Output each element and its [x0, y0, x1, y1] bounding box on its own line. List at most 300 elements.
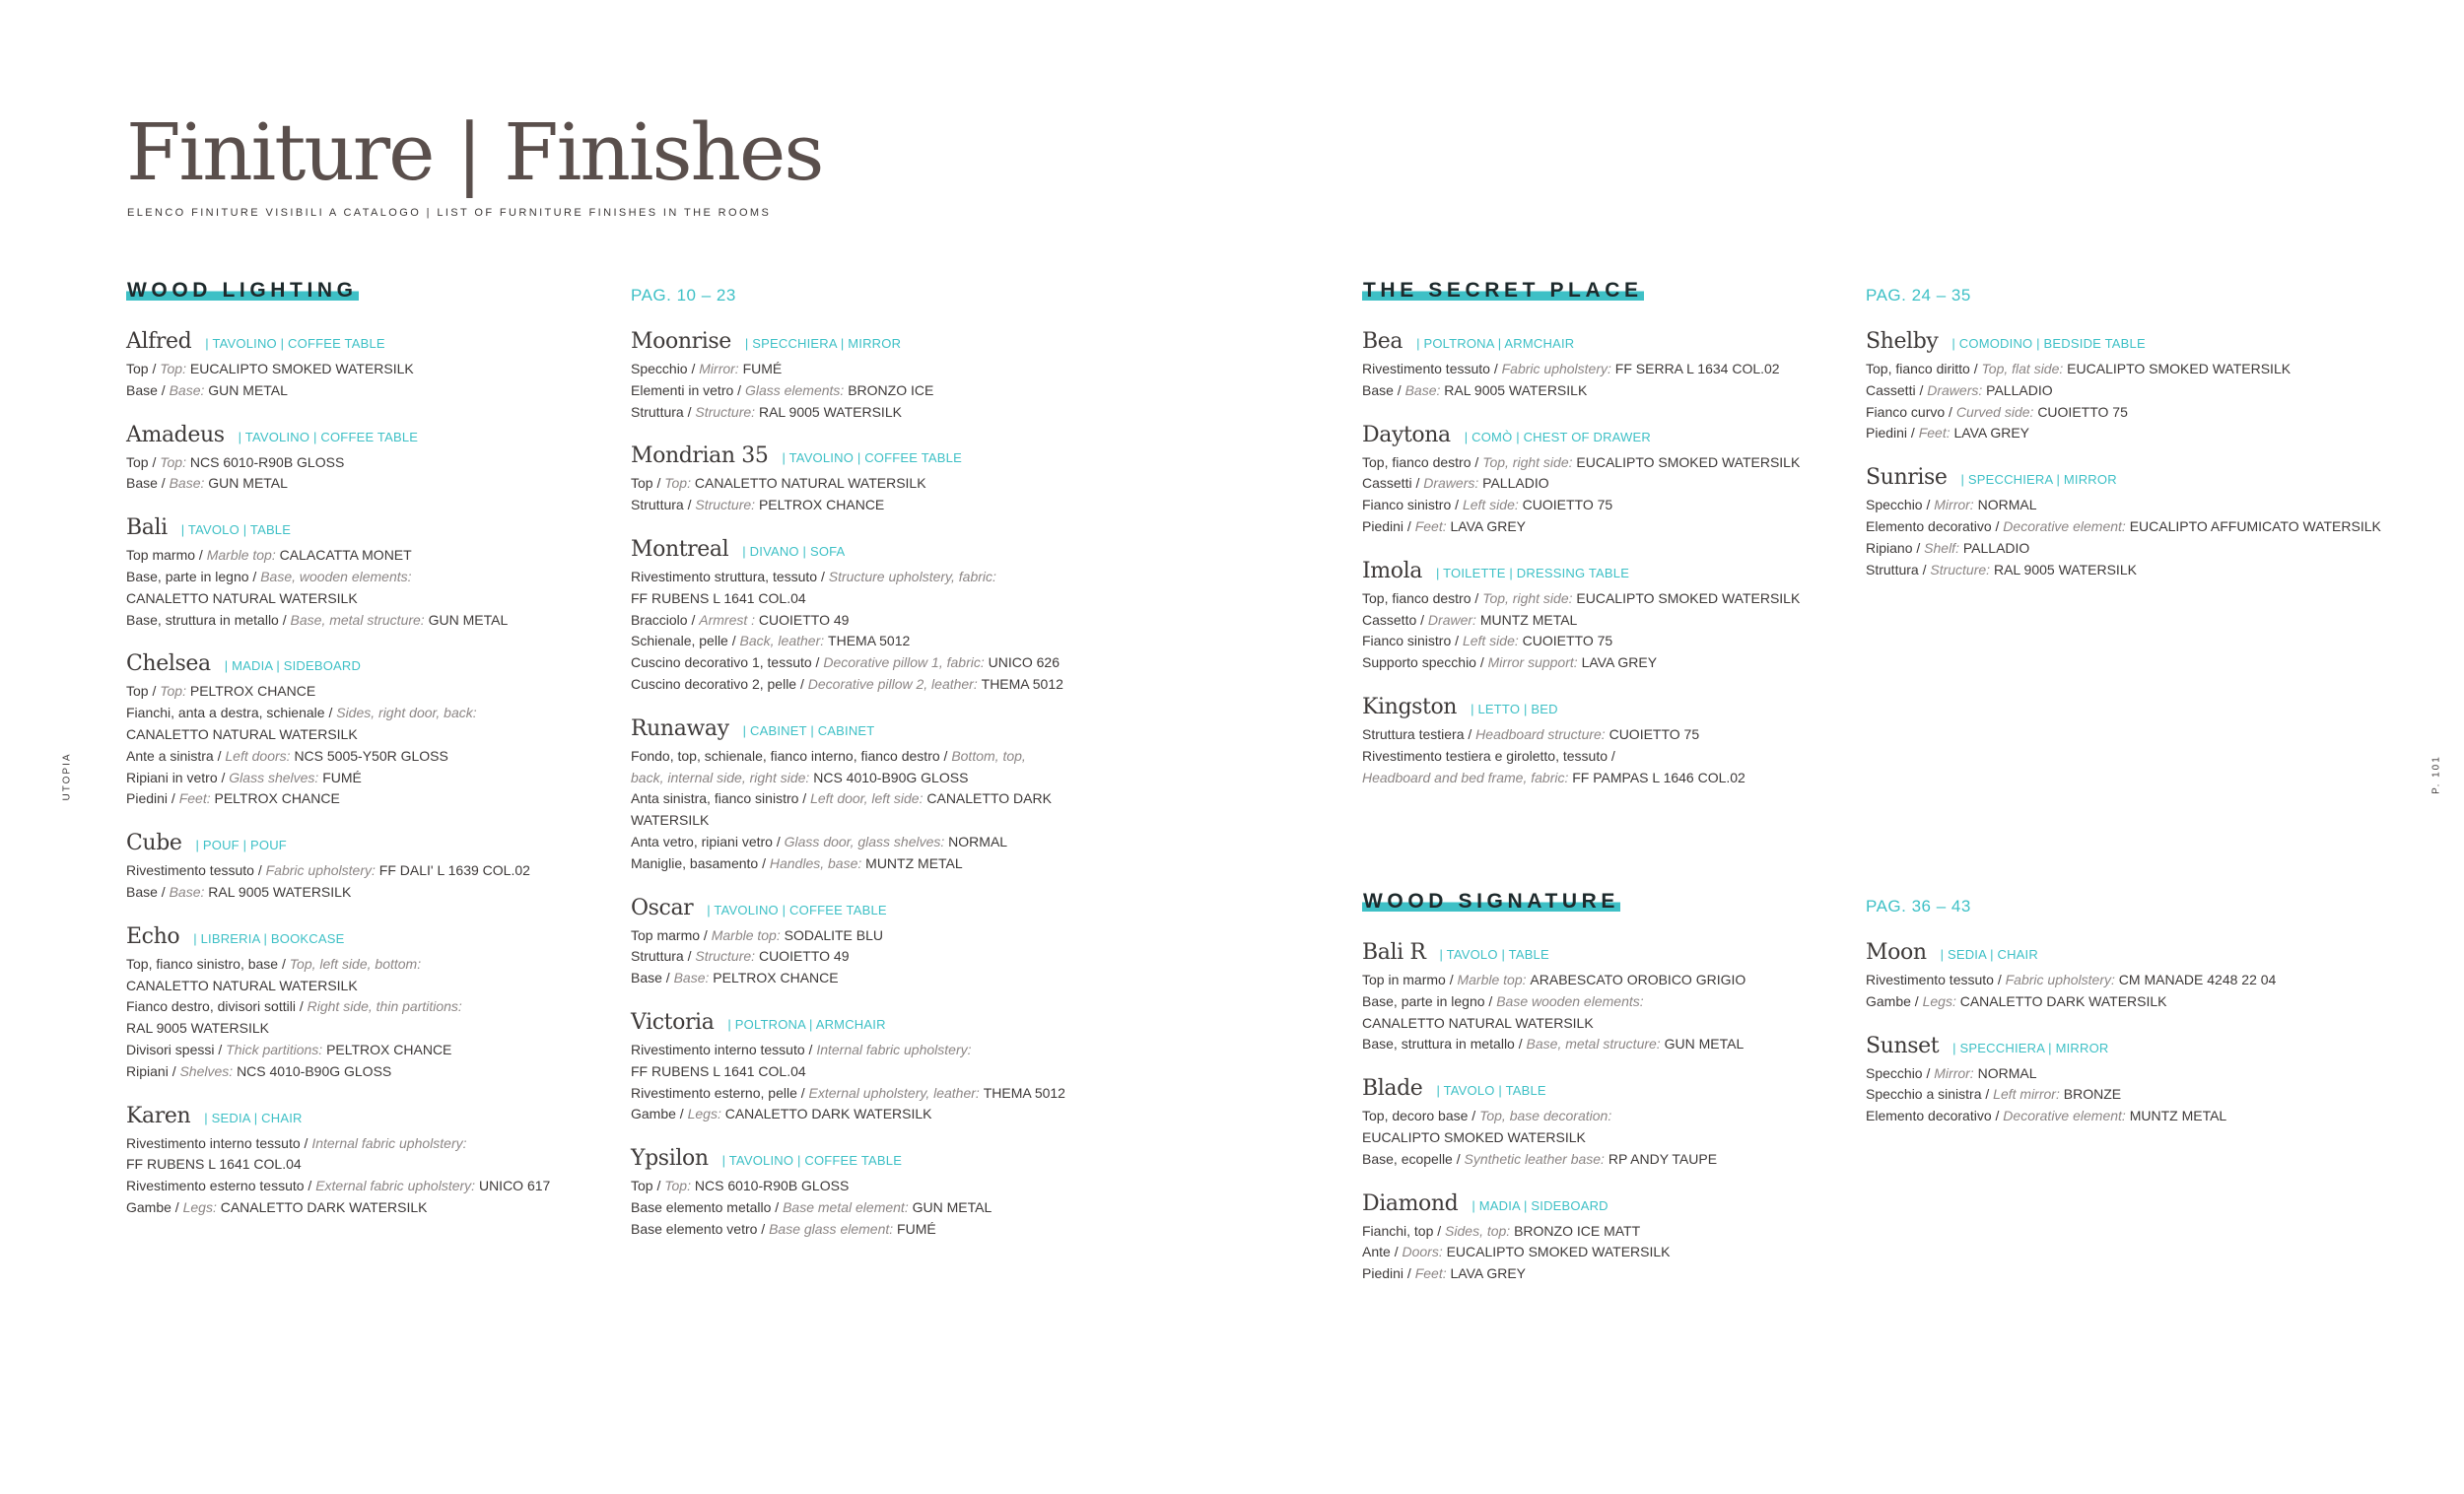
finish-line [631, 832, 1143, 853]
product-name: Victoria [631, 1009, 715, 1035]
finish-label-english: Structure upholstery, fabric: [828, 568, 996, 584]
finish-text: FF RUBENS L 1641 COL.04 [631, 589, 806, 606]
finish-label-english: Sides, right door, back: [336, 705, 477, 721]
finish-text: Cuscino decorativo 1, tessuto / [631, 654, 824, 671]
finish-line [631, 1176, 1143, 1197]
finish-text: BRONZO ICE MATT [1514, 1222, 1641, 1239]
finish-text: THEMA 5012 [981, 675, 1063, 692]
section-page-ref-wood-signature: PAG. 36 – 43 [1866, 897, 1971, 916]
finish-text: UNICO 617 [478, 1178, 551, 1194]
product-name: Bea [1362, 329, 1403, 354]
finish-label-english: External fabric upholstery: [315, 1178, 479, 1194]
product-category: | COMÒ | CHEST OF DRAWER [1464, 429, 1651, 444]
finish-line [126, 724, 639, 746]
product-entry [1866, 1032, 2378, 1127]
finish-text: Ripiani in vetro / [126, 769, 230, 785]
product-header [1866, 327, 2378, 359]
section-title-wood-lighting: WOOD LIGHTING [127, 279, 358, 302]
finish-text: SODALITE BLU [784, 926, 884, 943]
finish-label-english: Feet: [1414, 517, 1451, 534]
section-title-wood-signature: WOOD SIGNATURE [1363, 890, 1620, 913]
finish-line [1866, 1106, 2378, 1127]
finish-label-english: Fabric upholstery: [1501, 361, 1615, 376]
finish-line [631, 473, 1143, 495]
product-name: Mondrian 35 [631, 443, 769, 469]
product-name: Echo [126, 923, 180, 949]
finish-label-english: Glass shelves: [229, 769, 323, 785]
finish-text: CUOIETTO 49 [758, 948, 850, 965]
finish-text: Specchio / [1866, 1064, 1935, 1081]
finish-text: Top, fianco sinistro, base / [126, 955, 290, 972]
finish-line [126, 976, 639, 997]
product-header [631, 894, 1143, 925]
finish-line [1362, 1149, 1875, 1171]
finish-text: Struttura / [631, 403, 696, 420]
finish-line [126, 882, 639, 904]
product-name: Bali [126, 515, 168, 541]
finish-text: LAVA GREY [1450, 1265, 1527, 1282]
finish-line [1866, 380, 2378, 402]
finish-text: EUCALIPTO SMOKED WATERSILK [1446, 1244, 1671, 1260]
finish-label-english: Top: [160, 453, 190, 470]
finish-label-english: External upholstery, leather: [808, 1084, 984, 1101]
finish-label-english: Drawers: [1927, 381, 1987, 398]
finish-text: Gambe / [631, 1106, 688, 1122]
finish-label-english: Legs: [1922, 992, 1960, 1009]
finish-text: CUOIETTO 75 [1522, 497, 1613, 513]
finish-label-english: Top: [664, 475, 695, 492]
finish-text: Maniglie, basamento / [631, 854, 770, 871]
finish-line [1866, 538, 2378, 560]
product-entry [1866, 463, 2381, 580]
finish-label-english: Doors: [1402, 1244, 1447, 1260]
finish-text: THEMA 5012 [828, 633, 911, 649]
finish-label-english: Decorative element: [2003, 1108, 2130, 1124]
side-label-left-text: UTOPIA [61, 752, 73, 801]
product-category: | TOILETTE | DRESSING TABLE [1435, 565, 1630, 580]
finish-text: Top, fianco destro / [1362, 453, 1483, 470]
finish-text: Schienale, pelle / [631, 633, 740, 649]
finish-text: Top marmo / [631, 926, 712, 943]
product-name: Chelsea [126, 651, 211, 677]
product-name: Diamond [1362, 1190, 1459, 1216]
finish-line [1362, 380, 1875, 402]
finish-line [126, 1018, 639, 1040]
finish-line [631, 768, 1143, 789]
finish-text: Top in marmo / [1362, 972, 1458, 987]
finish-text: CANALETTO DARK WATERSILK [220, 1198, 428, 1215]
product-category: | SEDIA | CHAIR [1940, 947, 2038, 962]
finish-label-english: Base: [169, 475, 209, 492]
finish-label-english: Top, right side: [1482, 589, 1577, 606]
finish-text: NCS 5005-Y50R GLOSS [294, 747, 448, 764]
finish-line [631, 1197, 1143, 1219]
finish-text: FF RUBENS L 1641 COL.04 [126, 1156, 302, 1173]
page-number [2429, 755, 2444, 794]
finish-text: FF RUBENS L 1641 COL.04 [631, 1062, 806, 1079]
finish-label-english: Internal fabric upholstery: [311, 1134, 467, 1151]
product-header [1362, 1189, 1875, 1221]
finish-line [1362, 1013, 1875, 1035]
finish-text: Top, fianco diritto / [1866, 361, 1982, 376]
finish-label-english: Shelf: [1924, 539, 1963, 556]
finish-text: Top / [126, 683, 161, 700]
finish-line [1866, 1084, 2378, 1106]
finish-text: Top marmo / [126, 547, 207, 564]
finish-label-english: Top, right side: [1482, 453, 1577, 470]
finish-text: NCS 6010-R90B GLOSS [189, 453, 345, 470]
finish-line [1362, 495, 1875, 516]
finish-line [126, 703, 639, 724]
finish-text: Top, fianco destro / [1362, 589, 1483, 606]
finish-line [631, 631, 1143, 652]
finish-text: PELTROX CHANCE [189, 683, 316, 700]
finish-line [126, 545, 639, 567]
finish-text: Piedini / [1866, 425, 1919, 441]
finish-line [631, 359, 1143, 380]
finish-label-english: Mirror: [1934, 1064, 1978, 1081]
finish-text: Fianchi, anta a destra, schienale / [126, 705, 337, 721]
finish-text: Rivestimento testiera e giroletto, tessuto / [1362, 747, 1615, 764]
finish-line [1362, 1263, 1875, 1285]
finish-text: Specchio / [631, 361, 700, 376]
finish-text: Fianco destro, divisori sottili / [126, 998, 308, 1015]
product-header [631, 327, 1143, 359]
finish-text: Struttura / [631, 948, 696, 965]
finish-line [631, 495, 1143, 516]
product-category: | TAVOLO | TABLE [1436, 1083, 1546, 1099]
finish-label-english: Mirror: [699, 361, 743, 376]
finish-label-english: Marble top: [206, 547, 280, 564]
finish-text: Top / [126, 361, 161, 376]
finish-label-english: Top: [664, 1178, 695, 1194]
finish-text: LAVA GREY [1953, 425, 2030, 441]
finish-line [126, 681, 639, 703]
product-category: | TAVOLO | TABLE [180, 522, 292, 538]
finish-text: Base / [126, 883, 170, 900]
finish-text: GUN METAL [428, 611, 509, 628]
finish-text: LAVA GREY [1450, 517, 1527, 534]
product-header [631, 535, 1143, 567]
product-entry [631, 441, 1143, 516]
product-name: Moonrise [631, 329, 731, 354]
finish-label-english: Structure: [695, 948, 759, 965]
finish-text: Anta sinistra, fianco sinistro / [631, 790, 811, 807]
finish-label-english: Headboard structure: [1475, 725, 1609, 742]
finish-label-english: Back, leather: [739, 633, 829, 649]
product-category: | TAVOLINO | COFFEE TABLE [707, 902, 887, 917]
product-entry [126, 829, 639, 904]
finish-text: Elemento decorativo / [1866, 1108, 2004, 1124]
finish-text: CUOIETTO 49 [758, 611, 850, 628]
finish-text: FUMÉ [742, 361, 783, 376]
finish-text: Fianco curvo / [1866, 403, 1956, 420]
finish-line [126, 610, 639, 632]
finish-text: EUCALIPTO SMOKED WATERSILK [1362, 1128, 1586, 1145]
finish-text: BRONZE [2063, 1086, 2122, 1103]
finish-label-english: Left side: [1462, 633, 1523, 649]
finish-text: PELTROX CHANCE [214, 790, 340, 807]
finish-line [126, 1040, 639, 1061]
finish-text: Base / [126, 381, 170, 398]
finish-line [1866, 516, 2381, 538]
product-name: Alfred [126, 329, 192, 354]
product-header [1362, 421, 1875, 452]
product-name: Sunset [1866, 1033, 1940, 1058]
finish-text: RP ANDY TAUPE [1608, 1150, 1718, 1167]
product-header [1866, 938, 2378, 970]
finish-line [126, 359, 639, 380]
finish-text: ARABESCATO OROBICO GRIGIO [1530, 972, 1746, 987]
finish-label-english: Right side, thin partitions: [307, 998, 462, 1015]
product-header [1866, 1032, 2378, 1063]
wood-lighting-column-1 [126, 327, 639, 1238]
finish-line [1866, 359, 2378, 380]
finish-text: PELTROX CHANCE [326, 1041, 452, 1057]
product-entry [1866, 938, 2378, 1013]
finish-label-english: Left door, left side: [810, 790, 927, 807]
product-header [631, 441, 1143, 473]
finish-text: FUMÉ [897, 1220, 936, 1237]
finish-text: Struttura / [631, 497, 696, 513]
finish-line [126, 1133, 639, 1155]
finish-text: GUN METAL [208, 475, 288, 492]
finish-line [631, 968, 1143, 989]
page-subtitle: ELENCO FINITURE VISIBILI A CATALOGO | LIST OF FURNITURE FINISHES IN THE ROOMS [127, 207, 772, 219]
product-header [1362, 557, 1875, 588]
product-entry [631, 1144, 1143, 1240]
finish-text: Cuscino decorativo 2, pelle / [631, 675, 808, 692]
finish-label-english: Legs: [687, 1106, 725, 1122]
product-entry [126, 513, 639, 631]
finish-label-english: Feet: [1918, 425, 1954, 441]
finish-line [126, 788, 639, 810]
product-category: | DIVANO | SOFA [742, 543, 846, 559]
finish-label-english: Glass door, glass shelves: [784, 833, 949, 849]
product-entry [631, 327, 1143, 423]
finish-text: PELTROX CHANCE [713, 970, 839, 986]
finish-line [631, 588, 1143, 610]
finish-label-english: Marble top: [711, 926, 785, 943]
finish-label-english: Base, metal structure: [290, 611, 429, 628]
finish-text: Base elemento metallo / [631, 1198, 784, 1215]
finish-text: RAL 9005 WATERSILK [1444, 381, 1588, 398]
finish-text: CANALETTO NATURAL WATERSILK [1362, 1014, 1594, 1031]
product-category: | LETTO | BED [1471, 701, 1558, 716]
finish-text: MUNTZ METAL [865, 854, 963, 871]
product-category: | SPECCHIERA | MIRROR [744, 336, 902, 351]
finish-line [126, 860, 639, 882]
finish-label-english: Base glass element: [769, 1220, 898, 1237]
product-entry [1362, 557, 1875, 674]
finish-label-english: Left side: [1462, 497, 1523, 513]
finish-line [1362, 1242, 1875, 1263]
product-category: | COMODINO | BEDSIDE TABLE [1951, 336, 2146, 351]
finish-text: Fianco sinistro / [1362, 633, 1463, 649]
finish-line [126, 1197, 639, 1219]
product-header [126, 327, 639, 359]
finish-text: Piedini / [1362, 517, 1415, 534]
product-category: | SPECCHIERA | MIRROR [1960, 472, 2117, 488]
product-entry [1362, 421, 1875, 538]
finish-text: BRONZO ICE [848, 381, 934, 398]
finish-text: Rivestimento esterno, pelle / [631, 1084, 809, 1101]
finish-line [1362, 631, 1875, 652]
finish-line [1866, 402, 2378, 424]
product-entry [631, 535, 1143, 696]
finish-text: Base, parte in legno / [126, 568, 261, 584]
finish-text: Rivestimento struttura, tessuto / [631, 568, 829, 584]
finish-text: Fianco sinistro / [1362, 497, 1463, 513]
finish-line [631, 610, 1143, 632]
finish-text: FUMÉ [322, 769, 362, 785]
side-label-left [59, 752, 75, 801]
finish-text: PELTROX CHANCE [758, 497, 885, 513]
finish-text: CANALETTO DARK WATERSILK [724, 1106, 932, 1122]
product-name: Runaway [631, 715, 729, 741]
finish-text: Struttura testiera / [1362, 725, 1476, 742]
finish-text: FF PAMPAS L 1646 COL.02 [1572, 769, 1745, 785]
finish-label-english: back, internal side, right side: [631, 769, 814, 785]
product-category: | MADIA | SIDEBOARD [224, 658, 362, 674]
page-title: Finiture | Finishes [126, 106, 823, 198]
product-category: | LIBRERIA | BOOKCASE [193, 930, 345, 946]
product-name: Montreal [631, 536, 729, 562]
secret-place-column-2 [1866, 327, 2381, 599]
product-header [126, 513, 639, 545]
finish-text: GUN METAL [208, 381, 288, 398]
product-category: | SEDIA | CHAIR [204, 1110, 303, 1125]
finish-text: CALACATTA MONET [279, 547, 412, 564]
finish-label-english: Curved side: [1955, 403, 2038, 420]
finish-label-english: Feet: [178, 790, 215, 807]
finish-text: Ante a sinistra / [126, 747, 226, 764]
finish-line [1362, 473, 1875, 495]
finish-text: NCS 4010-B90G GLOSS [813, 769, 969, 785]
product-entry [126, 327, 639, 402]
finish-label-english: Handles, base: [769, 854, 866, 871]
product-category: | POLTRONA | ARMCHAIR [727, 1016, 886, 1032]
finish-line [631, 1061, 1143, 1083]
finish-label-english: Fabric upholstery: [2005, 972, 2119, 987]
product-entry [1362, 938, 1875, 1055]
finish-label-english: Base: [673, 970, 714, 986]
product-entry [1362, 327, 1875, 402]
finish-text: Top / [631, 1178, 665, 1194]
product-name: Daytona [1362, 422, 1451, 447]
finish-text: Specchio / [1866, 497, 1935, 513]
finish-line [126, 452, 639, 474]
finish-text: CANALETTO DARK [926, 790, 1052, 807]
product-entry [126, 1102, 639, 1219]
finish-label-english: Mirror: [1934, 497, 1978, 513]
finish-label-english: Top, flat side: [1981, 361, 2068, 376]
finish-label-english: Structure: [1930, 561, 1994, 577]
finish-text: Ante / [1362, 1244, 1403, 1260]
finish-text: RAL 9005 WATERSILK [1993, 561, 2137, 577]
product-entry [631, 1008, 1143, 1125]
product-category: | POUF | POUF [195, 838, 287, 853]
product-header [1362, 1074, 1875, 1106]
product-entry [126, 649, 639, 810]
finish-text: Piedini / [126, 790, 179, 807]
finish-text: Cassetti / [1362, 475, 1424, 492]
finish-text: Rivestimento esterno tessuto / [126, 1178, 316, 1194]
finish-text: Base / [126, 475, 170, 492]
section-page-ref-wood-lighting: PAG. 10 – 23 [631, 286, 736, 305]
finish-line [1362, 1221, 1875, 1243]
product-category: | TAVOLINO | COFFEE TABLE [205, 336, 385, 351]
finish-label-english: Structure: [695, 497, 759, 513]
wood-signature-column-2 [1866, 938, 2378, 1146]
wood-lighting-column-2 [631, 327, 1143, 1259]
product-entry [1362, 1074, 1875, 1170]
product-category: | POLTRONA | ARMCHAIR [1416, 336, 1575, 351]
finish-text: FF SERRA L 1634 COL.02 [1614, 361, 1780, 376]
finish-text: PALLADIO [1986, 381, 2053, 398]
finish-text: Struttura / [1866, 561, 1931, 577]
finish-label-english: Sides, top: [1445, 1222, 1515, 1239]
finish-text: THEMA 5012 [983, 1084, 1065, 1101]
wood-signature-column-1 [1362, 938, 1875, 1304]
finish-label-english: Drawers: [1423, 475, 1483, 492]
finish-label-english: Decorative element: [2003, 517, 2130, 534]
product-category: | SPECCHIERA | MIRROR [1952, 1040, 2109, 1055]
finish-text: Rivestimento tessuto / [1866, 972, 2006, 987]
product-entry [631, 714, 1143, 875]
finish-text: RAL 9005 WATERSILK [758, 403, 902, 420]
finish-text: FF DALI' L 1639 COL.02 [378, 862, 530, 879]
finish-text: PALLADIO [1962, 539, 2030, 556]
product-name: Karen [126, 1103, 191, 1128]
finish-line [1362, 768, 1875, 789]
finish-text: Supporto specchio / [1362, 654, 1488, 671]
finish-text: Base, parte in legno / [1362, 992, 1497, 1009]
finish-text: EUCALIPTO AFFUMICATO WATERSILK [2129, 517, 2381, 534]
finish-text: Base, struttura in metallo / [126, 611, 291, 628]
finish-text: NORMAL [1977, 497, 2037, 513]
section-title-secret-place: THE SECRET PLACE [1363, 279, 1643, 302]
finish-label-english: Internal fabric upholstery: [816, 1041, 972, 1057]
finish-label-english: Mirror support: [1487, 654, 1582, 671]
finish-text: Top / [631, 475, 665, 492]
finish-label-english: Base metal element: [783, 1198, 913, 1215]
finish-text: Fianchi, top / [1362, 1222, 1446, 1239]
product-entry [1362, 693, 1875, 788]
finish-label-english: Armrest : [699, 611, 759, 628]
finish-text: Elementi in vetro / [631, 381, 745, 398]
finish-line [126, 588, 639, 610]
finish-line [1362, 746, 1875, 768]
finish-label-english: Base wooden elements: [1496, 992, 1644, 1009]
finish-text: Specchio a sinistra / [1866, 1086, 1994, 1103]
finish-label-english: Synthetic leather base: [1464, 1150, 1608, 1167]
finish-text: Gambe / [1866, 992, 1923, 1009]
product-name: Cube [126, 831, 182, 856]
product-name: Sunrise [1866, 465, 1948, 491]
finish-line [631, 810, 1143, 832]
finish-label-english: Base, metal structure: [1526, 1036, 1665, 1053]
product-entry [126, 421, 639, 496]
product-header [1866, 463, 2378, 495]
finish-line [1362, 588, 1875, 610]
finish-line [631, 946, 1143, 968]
finish-text: NCS 6010-R90B GLOSS [694, 1178, 850, 1194]
finish-text: Rivestimento interno tessuto / [631, 1041, 817, 1057]
finish-label-english: Decorative pillow 1, fabric: [823, 654, 989, 671]
finish-text: GUN METAL [1664, 1036, 1745, 1053]
finish-line [1866, 560, 2378, 581]
